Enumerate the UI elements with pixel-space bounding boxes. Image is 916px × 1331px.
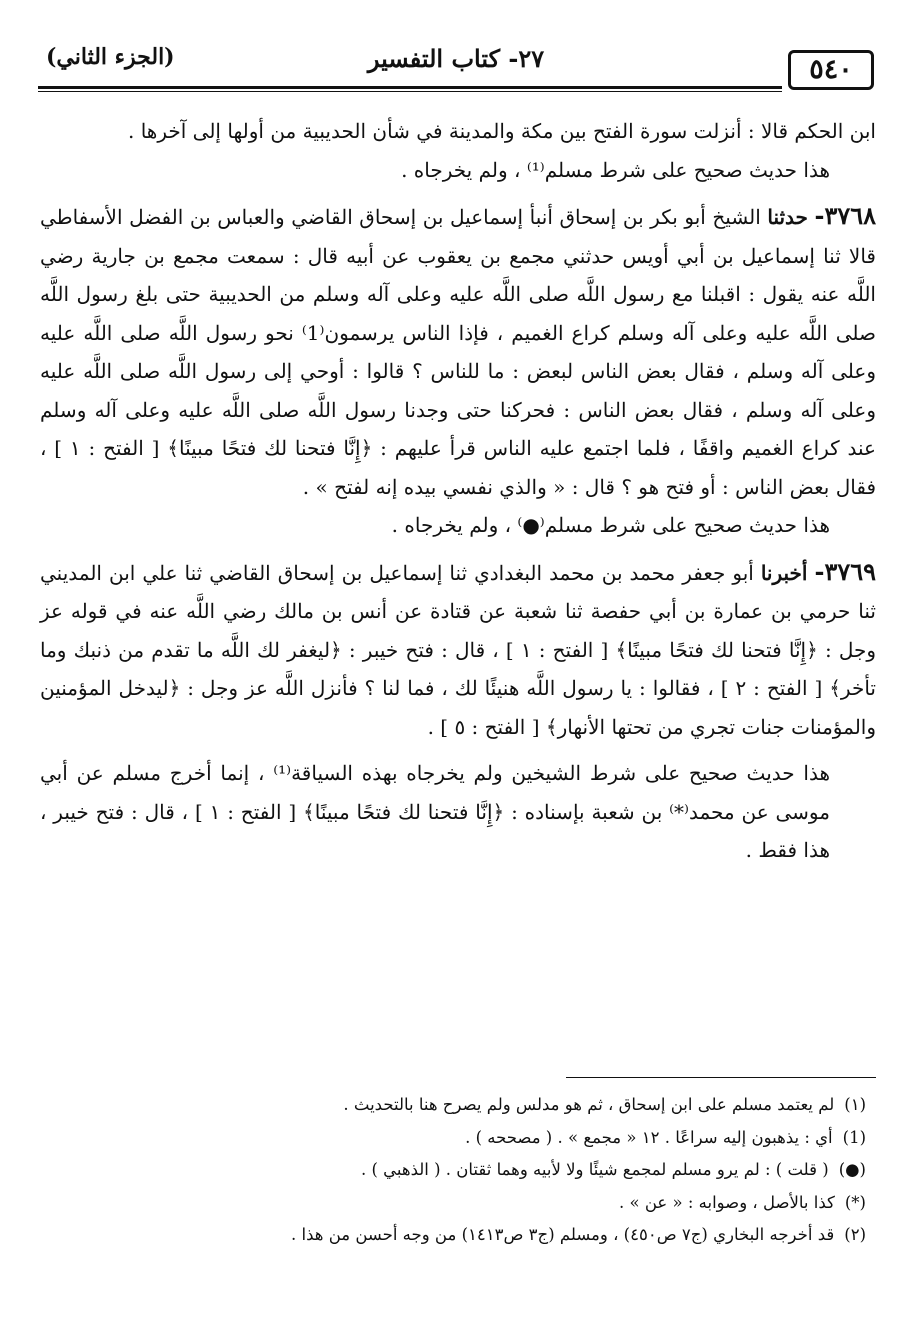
footnotes xyxy=(40,1089,866,1252)
footnote-text: قد أخرجه البخاري (ج٧ ص٤٥٠) ، ومسلم (ج٣ ص١٤١٣) من وجه أحسن من هذا . xyxy=(291,1225,835,1244)
hadith-verdict xyxy=(40,151,876,190)
main-text xyxy=(40,112,876,870)
footnote-text: ( قلت ) : لم يرو مسلم لمجمع شيئًا ولا لأبيه وهما ثقتان . ( الذهبي ) . xyxy=(360,1160,829,1179)
paragraph-text: ابن الحكم قالا : أنزلت سورة الفتح بين مكة والمدينة في شأن الحديبية من أولها إلى آخرها . xyxy=(128,119,876,143)
footnote-mark: (*) xyxy=(844,1192,866,1212)
footnote xyxy=(40,1122,866,1155)
hadith-lead-word: حدثنا xyxy=(767,205,808,229)
paragraph-text: هذا حديث صحيح على شرط مسلم⁽¹⁾ ، ولم يخرجاه . xyxy=(401,157,830,182)
footnote-separator xyxy=(566,1077,876,1078)
volume-part: (الجزء الثاني) xyxy=(46,44,175,70)
hadith-verdict xyxy=(40,754,876,870)
footnote xyxy=(40,1089,866,1122)
paragraph-text: هذا حديث صحيح على شرط مسلم⁽●⁾ ، ولم يخرجاه . xyxy=(391,513,830,537)
footnote xyxy=(40,1154,866,1187)
hadith-3768 xyxy=(40,197,876,506)
footnote-mark: (١) xyxy=(844,1095,866,1114)
page-header xyxy=(38,30,874,92)
page-number: ٥٤٠ xyxy=(788,50,874,90)
footnote xyxy=(40,1187,866,1220)
chapter-title: ٢٧- كتاب التفسير xyxy=(367,44,545,73)
footnote xyxy=(40,1219,866,1252)
header-rule-thin xyxy=(38,91,782,92)
footnote-mark: (1) xyxy=(842,1127,866,1147)
footnote-mark: (٢) xyxy=(844,1225,866,1244)
hadith-number: ٣٧٦٩- xyxy=(814,556,877,586)
hadith-lead-word: أخبرنا xyxy=(760,560,808,585)
paragraph-continuation xyxy=(40,112,876,151)
paragraph-text: هذا حديث صحيح على شرط الشيخين ولم يخرجاه بهذه السياقة⁽¹⁾ ، إنما أخرج مسلم عن أبي موسى عن محمد⁽*⁾ بن شعبة بإسناده : ﴿إِنَّا فتحنا لك فتحًا مبينًا﴾ [ الفتح : ١ ] ، قال : فتح خيبر ، هذا فقط . xyxy=(40,761,830,862)
footnote-text: كذا بالأصل ، وصوابه : « عن » . xyxy=(619,1192,835,1212)
hadith-verdict xyxy=(40,506,876,545)
footnote-text: لم يعتمد مسلم على ابن إسحاق ، ثم هو مدلس ولم يصرح هنا بالتحديث . xyxy=(343,1095,835,1114)
header-rule xyxy=(38,86,782,89)
paragraph-text: الشيخ أبو بكر بن إسحاق أنبأ إسماعيل بن إسحاق القاضي والعباس بن الفضل الأسفاطي قالا ثنا إسماعيل بن أبي أويس حدثني مجمع بن يعقوب عن أبيه قال : سمعت مجمع بن جارية رضي اللَّه عنه يقول : اقبلنا مع رسول اللَّه صلى اللَّه عليه وعلى آله وسلم من الحديبية حتى بلغ رسول اللَّه صلى اللَّه عليه وعلى آله وسلم كراع الغميم ، فإذا الناس يرسمون⁽1⁾ نحو رسول اللَّه صلى اللَّه عليه وعلى آله وسلم ، فقال بعض الناس لبعض : ما للناس ؟ قالوا : أوحي إلى رسول اللَّه صلى اللَّه عليه وعلى آله وسلم ، فقال بعض الناس : فحركنا حتى وجدنا رسول اللَّه صلى اللَّه عليه وعلى آله وسلم عند كراع الغميم واقفًا ، فلما اجتمع عليه الناس قرأ عليهم : ﴿إِنَّا فتحنا لك فتحًا مبينًا﴾ [ الفتح : ١ ] ، فقال بعض الناس : أو فتح هو ؟ قال : « والذي نفسي بيده إنه لفتح » . xyxy=(40,205,876,499)
footnote-mark: (●) xyxy=(838,1160,866,1179)
footnote-text: أي : يذهبون إليه سراعًا . ١٢ « مجمع » . ( مصححه ) . xyxy=(465,1127,833,1147)
paragraph-text: أبو جعفر محمد بن محمد البغدادي ثنا إسماعيل بن إسحاق القاضي ثنا علي ابن المديني ثنا حرمي بن عمارة بن أبي حفصة ثنا شعبة عن قتادة عن أنس بن مالك رضي اللَّه عنه في قوله عز وجل : ﴿إِنَّا فتحنا لك فتحًا مبينًا﴾ [ الفتح : ١ ] ، قال : فتح خيبر : ﴿ليغفر لك اللَّه ما تقدم من ذنبك وما تأخر﴾ [ الفتح : ٢ ] ، فقالوا : يا رسول اللَّه هنيئًا لك ، فما لنا ؟ فأنزل اللَّه عز وجل : ﴿ليدخل المؤمنين والمؤمنات جنات تجري من تحتها الأنهار﴾ [ الفتح : ٥ ] . xyxy=(40,560,877,739)
hadith-number: ٣٧٦٨- xyxy=(814,201,876,230)
hadith-3769 xyxy=(40,553,876,747)
